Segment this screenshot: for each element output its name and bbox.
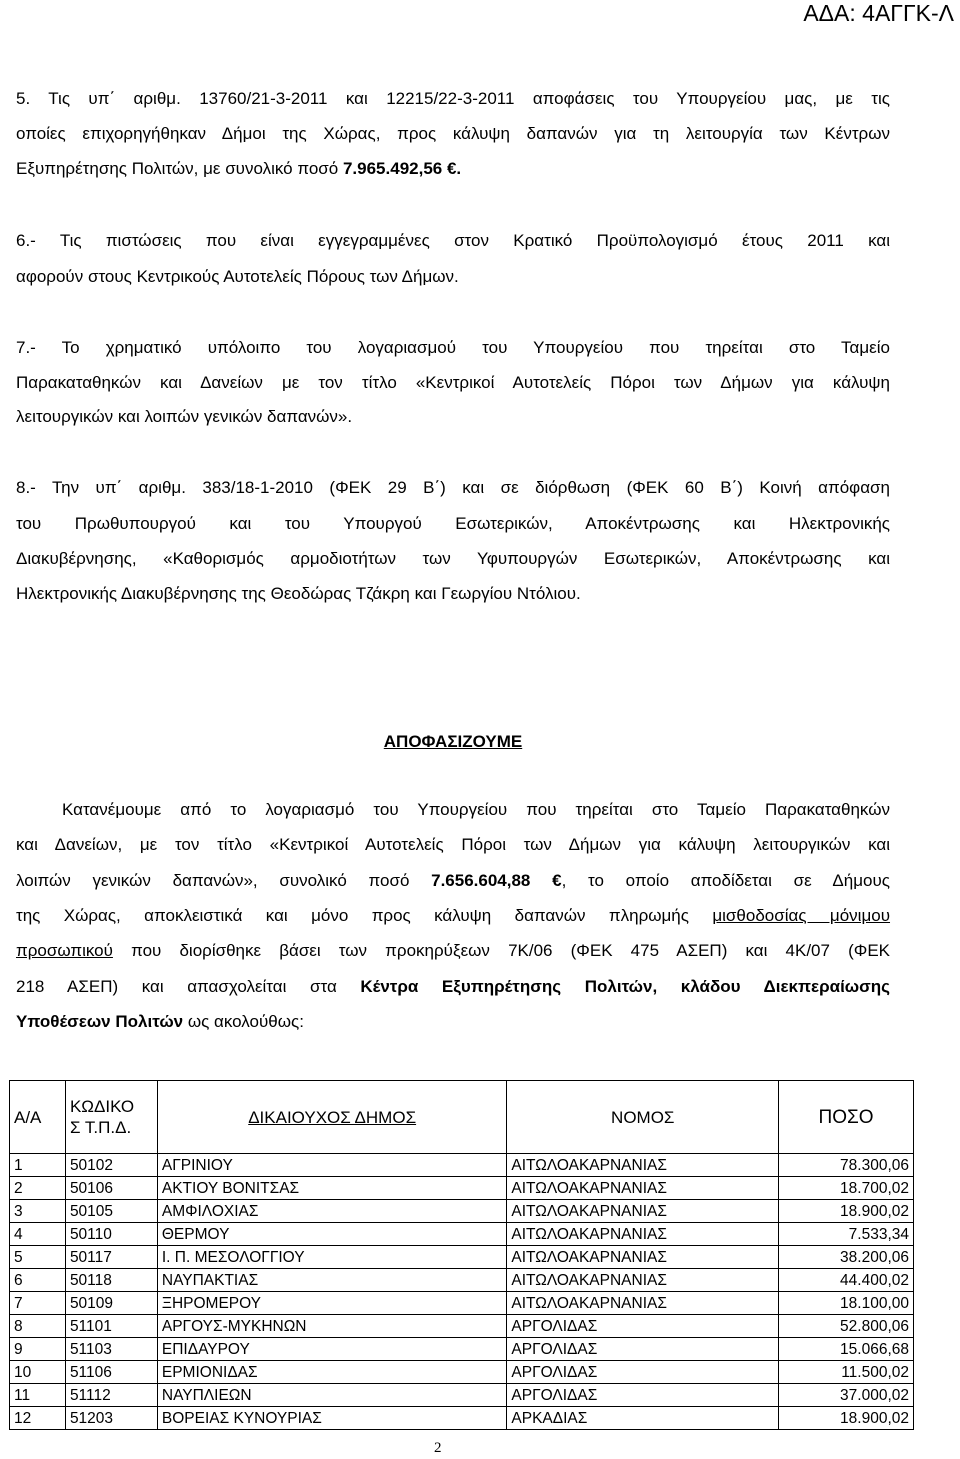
- cell-amount: 18.700,02: [779, 1177, 914, 1200]
- decision-line7-text: ως ακολούθως:: [183, 1012, 304, 1031]
- table-row: [10, 1200, 914, 1223]
- table-row: [10, 1177, 914, 1200]
- cell-municipality: ΝΑΥΠΛΙΕΩΝ: [157, 1384, 507, 1407]
- item5-line3: [16, 158, 890, 180]
- cell-prefecture: ΑΡΓΟΛΙΔΑΣ: [507, 1361, 779, 1384]
- item6-line1: 6.- Τις πιστώσεις που είναι εγγεγραμμένες στον Κρατικό Προϋπολογισμό έτους 2011 και: [16, 231, 890, 250]
- cell-amount: 44.400,02: [779, 1269, 914, 1292]
- header-code: [65, 1081, 157, 1154]
- cell-prefecture: ΑΙΤΩΛΟΑΚΑΡΝΑΝΙΑΣ: [507, 1154, 779, 1177]
- cell-code: 51101: [65, 1315, 157, 1338]
- cell-aa: 6: [10, 1269, 66, 1292]
- item7-line3: λειτουργικών και λοιπών γενικών δαπανών».: [16, 407, 353, 426]
- cell-aa: 4: [10, 1223, 66, 1246]
- cell-code: 50102: [65, 1154, 157, 1177]
- cell-code: 50105: [65, 1200, 157, 1223]
- decision-line4-underlined: μισθοδοσίας μόνιμου: [712, 906, 891, 925]
- table-row: [10, 1292, 914, 1315]
- header-beneficiary: ΔΙΚΑΙΟΥΧΟΣ ΔΗΜΟΣ: [157, 1081, 507, 1154]
- decision-line6-text: 218 ΑΣΕΠ) και απασχολείται στα: [16, 977, 361, 996]
- cell-code: 51103: [65, 1338, 157, 1361]
- table-row: [10, 1154, 914, 1177]
- item5-line3-text: Εξυπηρέτησης Πολιτών, με συνολικό ποσό: [16, 159, 343, 178]
- decision-line5-underlined: προσωπικού: [16, 941, 113, 960]
- item5-line1: 5. Τις υπ΄ αριθμ. 13760/21-3-2011 και 12215/22-3-2011 αποφάσεις του Υπουργείου μας, με τις: [16, 89, 890, 108]
- decision-line2: και Δανείων, με τον τίτλο «Κεντρικοί Αυτοτελείς Πόροι των Δήμων για κάλυψη λειτουργικών και: [16, 835, 890, 854]
- decision-line1: Κατανέμουμε από το λογαριασμό του Υπουργείου που τηρείται στο Ταμείο Παρακαταθηκών: [62, 800, 890, 819]
- cell-prefecture: ΑΡΓΟΛΙΔΑΣ: [507, 1315, 779, 1338]
- cell-municipality: ΑΓΡΙΝΙΟΥ: [157, 1154, 507, 1177]
- cell-aa: 8: [10, 1315, 66, 1338]
- item7-line2: Παρακαταθηκών και Δανείων με τον τίτλο «Κεντρικοί Αυτοτελείς Πόροι των Δήμων για κάλυψη: [16, 373, 890, 392]
- decision-line3: [16, 870, 890, 892]
- item8-line3: Διακυβέρνησης, «Καθορισμός αρμοδιοτήτων των Υφυπουργών Εσωτερικών, Αποκέντρωσης και: [16, 549, 890, 568]
- cell-aa: 11: [10, 1384, 66, 1407]
- decision-line3-tail: , το οποίο αποδίδεται σε Δήμους: [561, 871, 890, 890]
- ada-code: ΑΔΑ: 4ΑΓΓΚ-Λ: [803, 0, 954, 26]
- decision-line3-text: λοιπών γενικών δαπανών», συνολικό ποσό: [16, 871, 432, 890]
- cell-municipality: ΝΑΥΠΑΚΤΙΑΣ: [157, 1269, 507, 1292]
- cell-municipality: ΕΡΜΙΟΝΙΔΑΣ: [157, 1361, 507, 1384]
- cell-amount: 38.200,06: [779, 1246, 914, 1269]
- cell-code: 50117: [65, 1246, 157, 1269]
- cell-prefecture: ΑΡΓΟΛΙΔΑΣ: [507, 1384, 779, 1407]
- cell-aa: 10: [10, 1361, 66, 1384]
- cell-amount: 7.533,34: [779, 1223, 914, 1246]
- item7-line1: 7.- Το χρηματικό υπόλοιπο του λογαριασμού του Υπουργείου που τηρείται στο Ταμείο: [16, 338, 890, 357]
- cell-municipality: Ι. Π. ΜΕΣΟΛΟΓΓΙΟΥ: [157, 1246, 507, 1269]
- cell-amount: 37.000,02: [779, 1384, 914, 1407]
- header-code-line1: ΚΩΔΙΚΟ: [69, 1097, 135, 1116]
- cell-amount: 11.500,02: [779, 1361, 914, 1384]
- decision-line6: [16, 976, 890, 998]
- table-row: [10, 1407, 914, 1430]
- cell-prefecture: ΑΡΓΟΛΙΔΑΣ: [507, 1338, 779, 1361]
- allocation-table: [9, 1080, 914, 1430]
- table-row: [10, 1223, 914, 1246]
- cell-aa: 3: [10, 1200, 66, 1223]
- table-row: [10, 1384, 914, 1407]
- cell-aa: 9: [10, 1338, 66, 1361]
- cell-municipality: ΑΚΤΙΟΥ ΒΟΝΙΤΣΑΣ: [157, 1177, 507, 1200]
- item8-line2: του Πρωθυπουργού και του Υπουργού Εσωτερικών, Αποκέντρωσης και Ηλεκτρονικής: [16, 514, 890, 533]
- cell-aa: 5: [10, 1246, 66, 1269]
- item8-line1: 8.- Την υπ΄ αριθμ. 383/18-1-2010 (ΦΕΚ 29 Β΄) και σε διόρθωση (ΦΕΚ 60 Β΄) Κοινή απόφαση: [16, 478, 890, 497]
- cell-code: 51203: [65, 1407, 157, 1430]
- decision-line6-bold: Κέντρα Εξυπηρέτησης Πολιτών, κλάδου Διεκπεραίωσης: [360, 977, 891, 996]
- cell-code: 51106: [65, 1361, 157, 1384]
- cell-amount: 18.900,02: [779, 1407, 914, 1430]
- cell-aa: 2: [10, 1177, 66, 1200]
- cell-municipality: ΘΕΡΜΟΥ: [157, 1223, 507, 1246]
- decision-line5-text: που διορίσθηκε βάσει των προκηρύξεων 7Κ/06 (ΦΕΚ 475 ΑΣΕΠ) και 4Κ/07 (ΦΕΚ: [112, 941, 890, 960]
- decision-line7: [16, 1011, 890, 1033]
- page-number: 2: [434, 1440, 442, 1456]
- cell-amount: 78.300,06: [779, 1154, 914, 1177]
- cell-municipality: ΑΜΦΙΛΟΧΙΑΣ: [157, 1200, 507, 1223]
- table-row: [10, 1338, 914, 1361]
- cell-municipality: ΕΠΙΔΑΥΡΟΥ: [157, 1338, 507, 1361]
- table-row: [10, 1315, 914, 1338]
- cell-code: 50118: [65, 1269, 157, 1292]
- decision-total-amount: 7.656.604,88 €: [431, 871, 562, 890]
- cell-prefecture: ΑΙΤΩΛΟΑΚΑΡΝΑΝΙΑΣ: [507, 1200, 779, 1223]
- header-prefecture: ΝΟΜΟΣ: [507, 1081, 779, 1154]
- decision-line5: [16, 940, 890, 962]
- cell-aa: 1: [10, 1154, 66, 1177]
- item6-line2: αφορούν στους Κεντρικούς Αυτοτελείς Πόρους των Δήμων.: [16, 267, 459, 286]
- cell-amount: 18.100,00: [779, 1292, 914, 1315]
- cell-code: 50109: [65, 1292, 157, 1315]
- table-row: [10, 1246, 914, 1269]
- header-aa: Α/Α: [10, 1081, 66, 1154]
- decision-title: ΑΠΟΦΑΣΙΖΟΥΜΕ: [383, 732, 523, 751]
- cell-prefecture: ΑΙΤΩΛΟΑΚΑΡΝΑΝΙΑΣ: [507, 1269, 779, 1292]
- decision-line7-bold: Υποθέσεων Πολιτών: [16, 1012, 184, 1031]
- cell-code: 50110: [65, 1223, 157, 1246]
- decision-line4-text: της Χώρας, αποκλειστικά και μόνο προς κάλυψη δαπανών πληρωμής: [16, 906, 713, 925]
- cell-amount: 52.800,06: [779, 1315, 914, 1338]
- cell-amount: 18.900,02: [779, 1200, 914, 1223]
- table-header-row: [10, 1081, 914, 1154]
- item5-total-amount: 7.965.492,56 €.: [342, 159, 462, 178]
- header-code-line2: Σ Τ.Π.Δ.: [69, 1118, 132, 1137]
- decision-line4: [16, 905, 890, 927]
- cell-aa: 12: [10, 1407, 66, 1430]
- cell-prefecture: ΑΙΤΩΛΟΑΚΑΡΝΑΝΙΑΣ: [507, 1246, 779, 1269]
- cell-aa: 7: [10, 1292, 66, 1315]
- table-row: [10, 1361, 914, 1384]
- table-row: [10, 1269, 914, 1292]
- header-amount: ΠΟΣΟ: [779, 1081, 914, 1154]
- cell-municipality: ΑΡΓΟΥΣ-ΜΥΚΗΝΩΝ: [157, 1315, 507, 1338]
- item8-line4: Ηλεκτρονικής Διακυβέρνησης της Θεοδώρας Τζάκρη και Γεωργίου Ντόλιου.: [16, 584, 581, 603]
- cell-code: 51112: [65, 1384, 157, 1407]
- cell-prefecture: ΑΙΤΩΛΟΑΚΑΡΝΑΝΙΑΣ: [507, 1292, 779, 1315]
- cell-prefecture: ΑΙΤΩΛΟΑΚΑΡΝΑΝΙΑΣ: [507, 1223, 779, 1246]
- cell-prefecture: ΑΙΤΩΛΟΑΚΑΡΝΑΝΙΑΣ: [507, 1177, 779, 1200]
- item5-line2: οποίες επιχορηγήθηκαν Δήμοι της Χώρας, προς κάλυψη δαπανών για τη λειτουργία των Κέντρων: [16, 124, 890, 143]
- cell-amount: 15.066,68: [779, 1338, 914, 1361]
- cell-municipality: ΞΗΡΟΜΕΡΟΥ: [157, 1292, 507, 1315]
- cell-code: 50106: [65, 1177, 157, 1200]
- cell-municipality: ΒΟΡΕΙΑΣ ΚΥΝΟΥΡΙΑΣ: [157, 1407, 507, 1430]
- cell-prefecture: ΑΡΚΑΔΙΑΣ: [507, 1407, 779, 1430]
